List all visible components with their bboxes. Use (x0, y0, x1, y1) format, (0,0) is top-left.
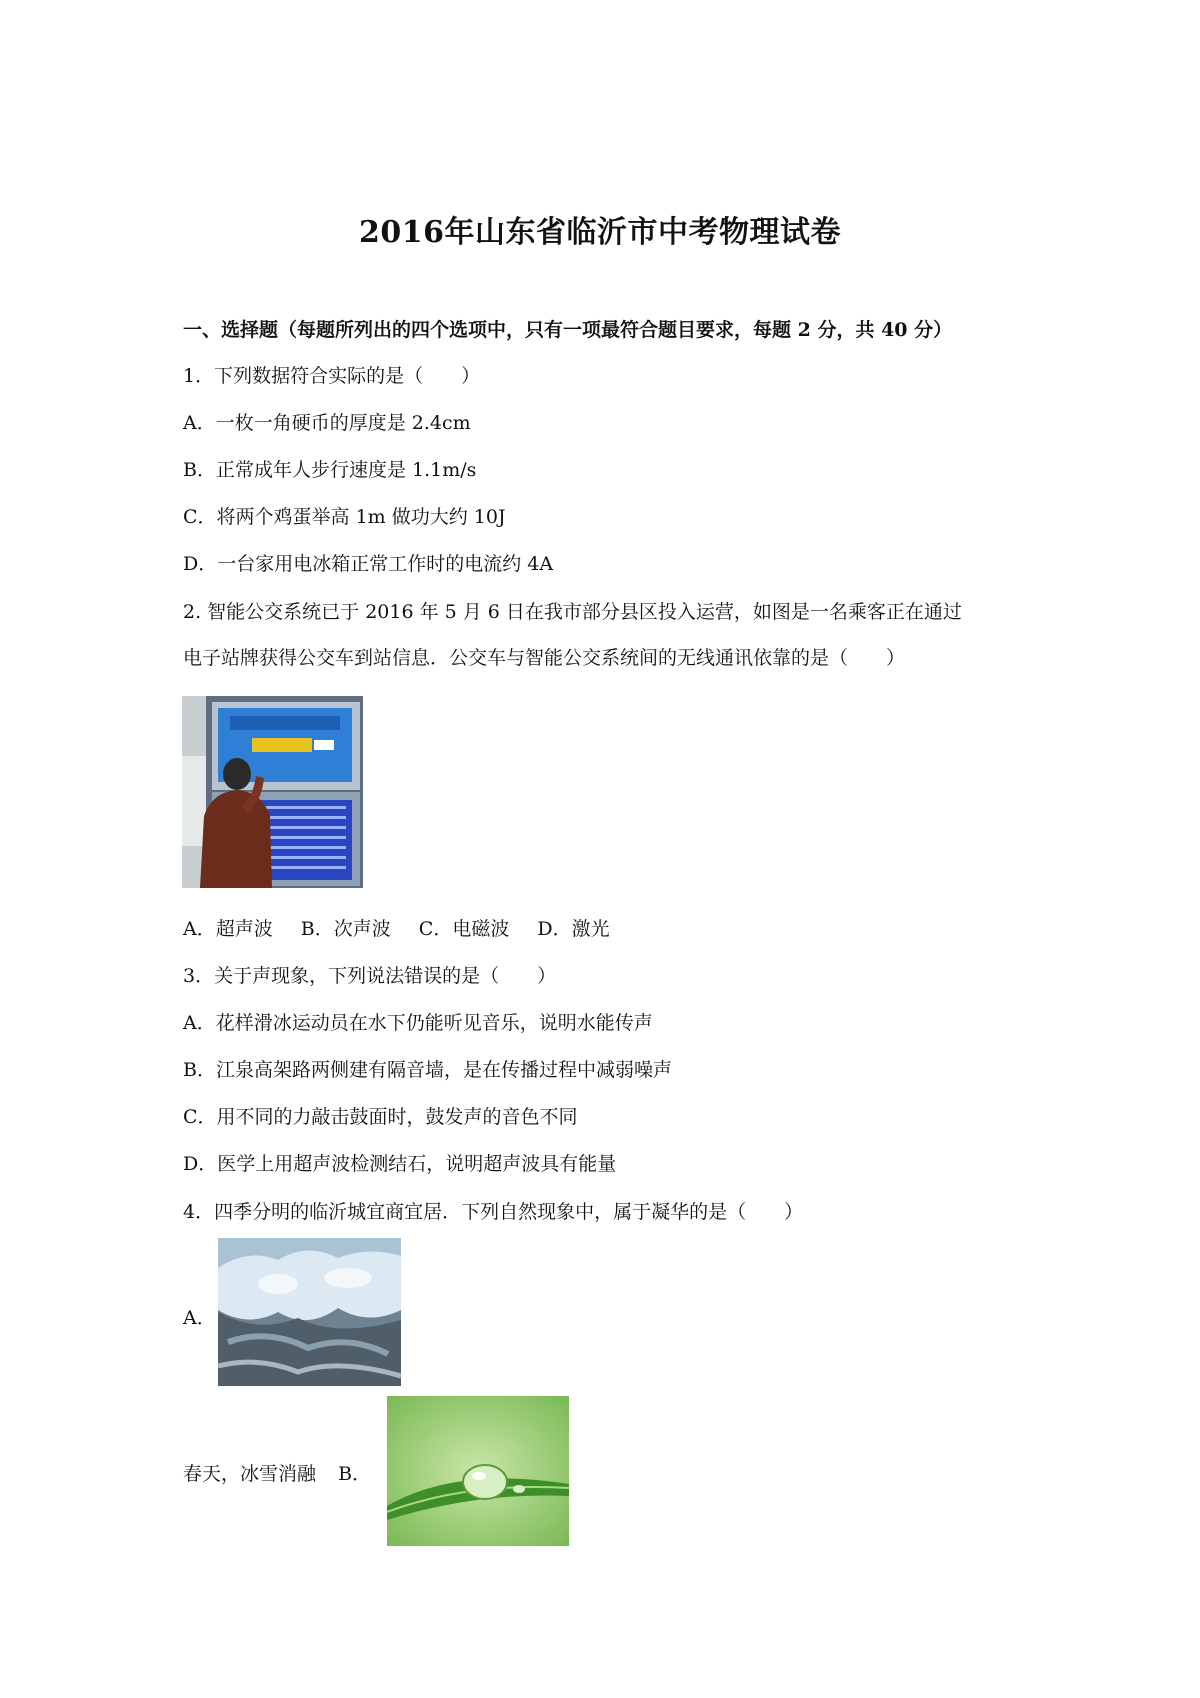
question-2-stem-line-1: 2. 智能公交系统已于 2016 年 5 月 6 日在我市部分县区投入运营，如图是一名乘客正在通过 (183, 601, 962, 623)
question-2-option-d: D．激光 (537, 918, 610, 940)
section-heading: 一、选择题（每题所列出的四个选项中，只有一项最符合题目要求，每题 2 分，共 40 分） (183, 319, 953, 341)
question-2-options (183, 917, 632, 941)
question-4-stem: 4．四季分明的临沂城宜商宜居．下列自然现象中，属于凝华的是（ ） (183, 1201, 804, 1223)
question-1-option-a: A．一枚一角硬币的厚度是 2.4cm (183, 412, 471, 434)
question-2-stem-line-2: 电子站牌获得公交车到站信息．公交车与智能公交系统间的无线通讯依靠的是（ ） (183, 647, 906, 669)
question-2-option-c: C．电磁波 (418, 918, 510, 940)
question-1-option-c: C．将两个鸡蛋举高 1m 做功大约 10J (183, 506, 506, 528)
bus-stop-kiosk-photo (182, 696, 363, 888)
question-1-stem: 1．下列数据符合实际的是（ ） (183, 365, 481, 387)
dew-drop-on-leaf-photo (387, 1396, 569, 1546)
question-3-option-a: A．花样滑冰运动员在水下仍能听见音乐，说明水能传声 (183, 1012, 653, 1034)
question-1-option-b: B．正常成年人步行速度是 1.1m/s (183, 459, 477, 481)
question-4-option-a-caption (183, 1462, 371, 1486)
question-1-option-d: D．一台家用电冰箱正常工作时的电流约 4A (183, 553, 554, 575)
question-3-option-d: D．医学上用超声波检测结石，说明超声波具有能量 (183, 1153, 617, 1175)
question-4-option-a-label: A． (183, 1307, 216, 1329)
question-2-option-b: B．次声波 (300, 918, 391, 940)
question-4-option-b-label: B． (338, 1463, 372, 1485)
question-2-option-a: A．超声波 (183, 918, 273, 940)
question-3-option-b: B．江泉高架路两侧建有隔音墙，是在传播过程中减弱噪声 (183, 1059, 672, 1081)
exam-title: 2016年山东省临沂市中考物理试卷 (359, 215, 841, 250)
question-3-option-c: C．用不同的力敲击鼓面时，鼓发声的音色不同 (183, 1106, 578, 1128)
melting-snow-photo (218, 1238, 401, 1386)
question-4-option-a-caption-text: 春天，冰雪消融 (183, 1463, 317, 1485)
question-3-stem: 3．关于声现象，下列说法错误的是（ ） (183, 965, 557, 987)
